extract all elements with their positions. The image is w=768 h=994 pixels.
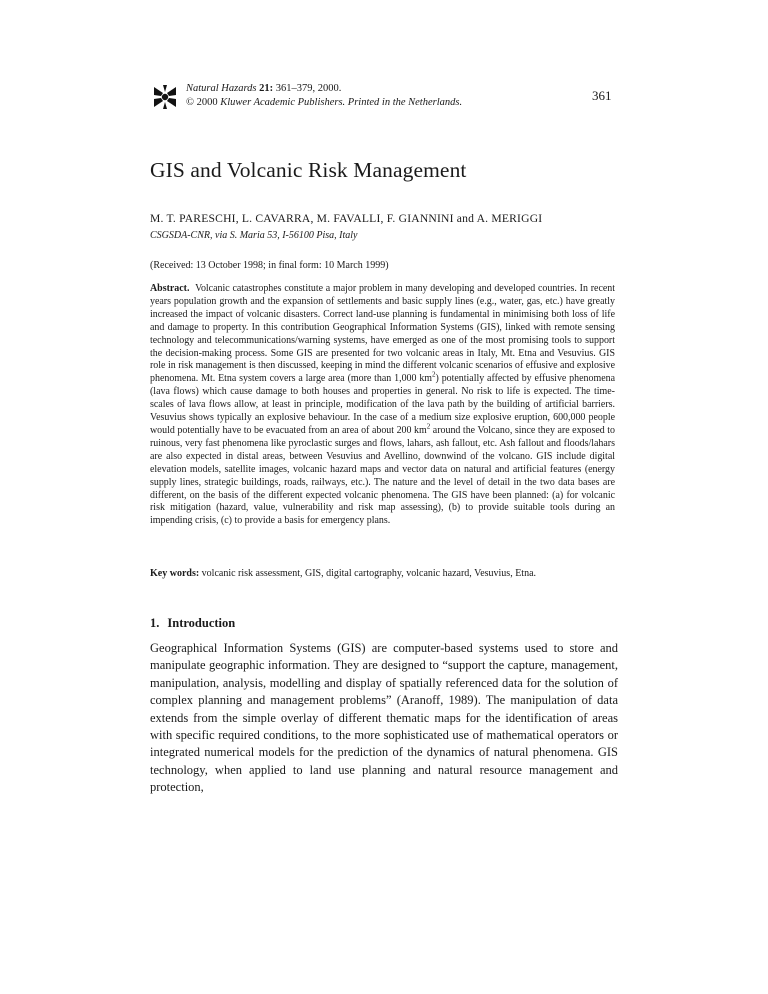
paper-title: GIS and Volcanic Risk Management	[150, 158, 467, 182]
copyright-year: © 2000	[186, 97, 218, 108]
printed-in: Printed in the Netherlands.	[347, 97, 463, 108]
page-number: 361	[592, 88, 612, 103]
abstract-sup-2: 2	[426, 422, 431, 431]
section-title: Introduction	[167, 616, 236, 630]
journal-header	[186, 82, 462, 110]
keywords	[150, 568, 620, 579]
journal-volume: 21:	[259, 83, 274, 94]
section-number: 1.	[150, 616, 160, 630]
section-heading	[150, 616, 243, 631]
abstract-sup-1: 2	[432, 371, 436, 380]
publisher-name: Kluwer Academic Publishers.	[220, 97, 346, 108]
intro-paragraph: Geographical Information Systems (GIS) are computer-based systems used to store and manipulate geographic information. They are designed to “support the capture, management, manipulation, analysis, modelling and display of spatially referenced data for the solution of complex planning and management problems” (Aranoff, 1989). The manipulation of data extends from the simple overlay of different thematic maps for the identification of areas with specific required conditions, to the more sophisticated use of mathematical operators or integrated numerical models for the prediction of the dynamics of natural phenomena. GIS technology, when applied to land use planning and natural resource management and protection,	[150, 641, 618, 795]
abstract	[150, 283, 615, 528]
publisher-logo-icon	[152, 84, 178, 110]
abstract-label: Abstract.	[150, 283, 190, 294]
journal-citation	[186, 82, 462, 96]
abstract-text-3: around the Volcano, since they are exposed to ruinous, very fast phenomena like pyroclastic surges and flows, lahars, ash fallout, etc. Ash fallout and floods/lahars are also expected in distal areas, between Vesuvius and Avellino, downwind of the volcano. GIS include digital elevation models, satellite images, volcanic hazard maps and vector data on natural and artificial features (energy supply lines, strategic buildings, roads, railways, etc.). The nature and the level of detail in the two data bases are different, on the basis of the different expected volcanic phenomena. The GIS have been planned: (a) for volcanic risk mitigation (hazard, value, vulnerability and risk map assessing), (b) to provide suitable tools during an impending crisis, (c) to provide a basis for emergency plans.	[150, 424, 616, 527]
keywords-text: volcanic risk assessment, GIS, digital cartography, volcanic hazard, Vesuvius, Etna.	[201, 568, 537, 579]
abstract-text-2: ) potentially affected by effusive phenomena (lava flows) which cause damage to both houses and properties in general. No risk to life is expected. The time-scales of lava flows allow, at least in principle, modification of the lava path by the building of artificial barriers. Vesuvius shows typically an explosive behaviour. In the case of a medium size explosive eruption, 600,000 people would potentially have to be evacuated from an area of about 200 km	[150, 373, 615, 436]
abstract-text-1: Volcanic catastrophes constitute a major problem in many developing and developed countries. In recent years population growth and the expansion of settlements and basic supply lines (e.g., water, gas, etc.) have greatly increased the impact of volcanic disasters. Correct land-use planning is fundamental in minimising both loss of life and damage to property. In this contribution Geographical Information Systems (GIS), linked with remote sensing technology and telecommunications/warning systems, have emerged as one of the most promising tools to support the decision-making process. Some GIS are presented for two volcanic areas in Italy, Mt. Etna and Vesuvius. GIS role in risk management is then discussed, keeping in mind the different volcanic scenarios of effusive and explosive phenomena. Mt. Etna system covers a large area (more than 1,000 km	[150, 283, 616, 385]
journal-name: Natural Hazards	[186, 83, 257, 94]
received-dates: (Received: 13 October 1998; in final form: 10 March 1999)	[150, 260, 389, 271]
affiliation: CSGSDA-CNR, via S. Maria 53, I-56100 Pisa, Italy	[150, 230, 358, 241]
journal-pages: 361–379, 2000.	[275, 83, 342, 94]
keywords-label: Key words:	[150, 568, 200, 579]
author-list: M. T. PARESCHI, L. CAVARRA, M. FAVALLI, F. GIANNINI and A. MERIGGI	[150, 212, 543, 225]
copyright-line	[186, 96, 462, 110]
